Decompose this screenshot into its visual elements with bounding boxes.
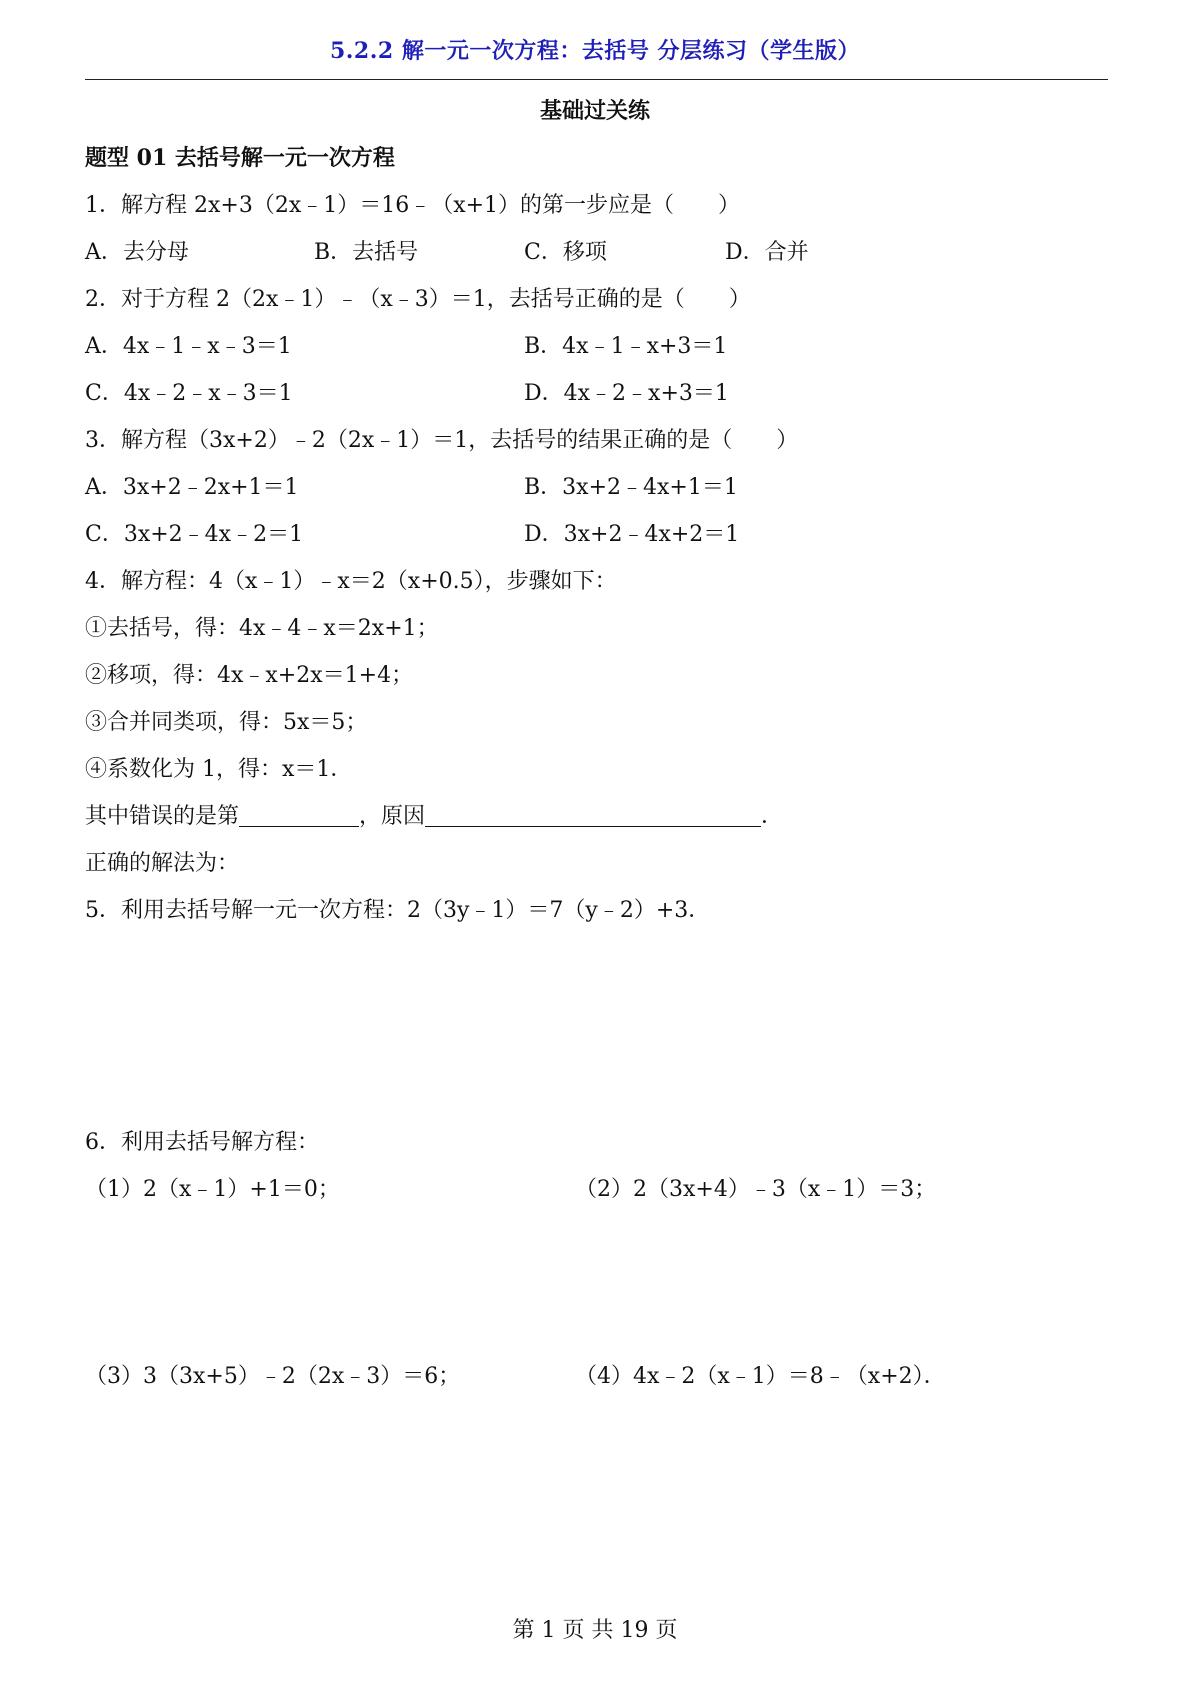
q2-option-a: A．4x﹣1﹣x﹣3＝1 <box>85 334 292 359</box>
q1-option-c: C．移项 <box>524 240 607 265</box>
q4-step-blank[interactable] <box>239 804 359 827</box>
q3-option-b: B．3x+2﹣4x+1＝1 <box>524 475 738 500</box>
q6-part-4: （4）4x﹣2（x﹣1）＝8﹣（x+2）． <box>575 1364 946 1389</box>
q4-step-2: ②移项，得：4x﹣x+2x＝1+4； <box>85 663 414 688</box>
section-title: 基础过关练 <box>539 98 650 124</box>
q4-error-line <box>85 799 783 830</box>
page-footer: 第 1 页 共 19 页 <box>512 1618 678 1643</box>
q4-reason-blank[interactable] <box>425 804 761 827</box>
q3-option-a: A．3x+2﹣2x+1＝1 <box>85 475 299 500</box>
question-1-stem: 1．解方程 2x+3（2x﹣1）＝16﹣（x+1）的第一步应是（ ） <box>85 193 741 218</box>
q2-option-c: C．4x﹣2﹣x﹣3＝1 <box>85 381 293 406</box>
q2-option-b: B．4x﹣1﹣x+3＝1 <box>524 334 728 359</box>
q6-part-1: （1）2（x﹣1）+1＝0； <box>85 1177 340 1202</box>
q4-error-prefix: 其中错误的是第 <box>85 804 240 829</box>
q4-step-1: ①去括号，得：4x﹣4﹣x＝2x+1； <box>85 616 439 641</box>
question-5-stem: 5．利用去括号解一元一次方程：2（3y﹣1）＝7（y﹣2）+3． <box>85 898 711 923</box>
header-divider <box>85 79 1108 80</box>
q6-part-3: （3）3（3x+5）﹣2（2x﹣3）＝6； <box>85 1364 461 1389</box>
question-type-title: 题型 01 去括号解一元一次方程 <box>85 145 395 171</box>
q2-option-d: D．4x﹣2﹣x+3＝1 <box>524 381 729 406</box>
question-2-stem: 2．对于方程 2（2x﹣1）﹣（x﹣3）＝1，去括号正确的是（ ） <box>85 287 751 312</box>
q3-option-d: D．3x+2﹣4x+2＝1 <box>524 522 740 547</box>
q4-error-end: ． <box>761 804 784 829</box>
q4-error-mid: ，原因 <box>359 804 426 829</box>
document-header: 5.2.2 解一元一次方程：去括号 分层练习（学生版） <box>329 38 861 64</box>
q3-option-c: C．3x+2﹣4x﹣2＝1 <box>85 522 304 547</box>
question-4-stem: 4．解方程：4（x﹣1）﹣x＝2（x+0.5），步骤如下： <box>85 569 617 594</box>
q6-part-2: （2）2（3x+4）﹣3（x﹣1）＝3； <box>575 1177 937 1202</box>
q4-step-3: ③合并同类项，得：5x＝5； <box>85 710 368 735</box>
question-6-stem: 6．利用去括号解方程： <box>85 1130 319 1155</box>
question-3-stem: 3．解方程（3x+2）﹣2（2x﹣1）＝1，去括号的结果正确的是（ ） <box>85 428 799 453</box>
q1-option-d: D．合并 <box>725 240 809 265</box>
q1-option-b: B．去括号 <box>314 240 419 265</box>
q4-correct-method: 正确的解法为： <box>85 851 240 876</box>
q4-step-4: ④系数化为 1，得：x＝1． <box>85 757 353 782</box>
q1-option-a: A．去分母 <box>85 240 189 265</box>
